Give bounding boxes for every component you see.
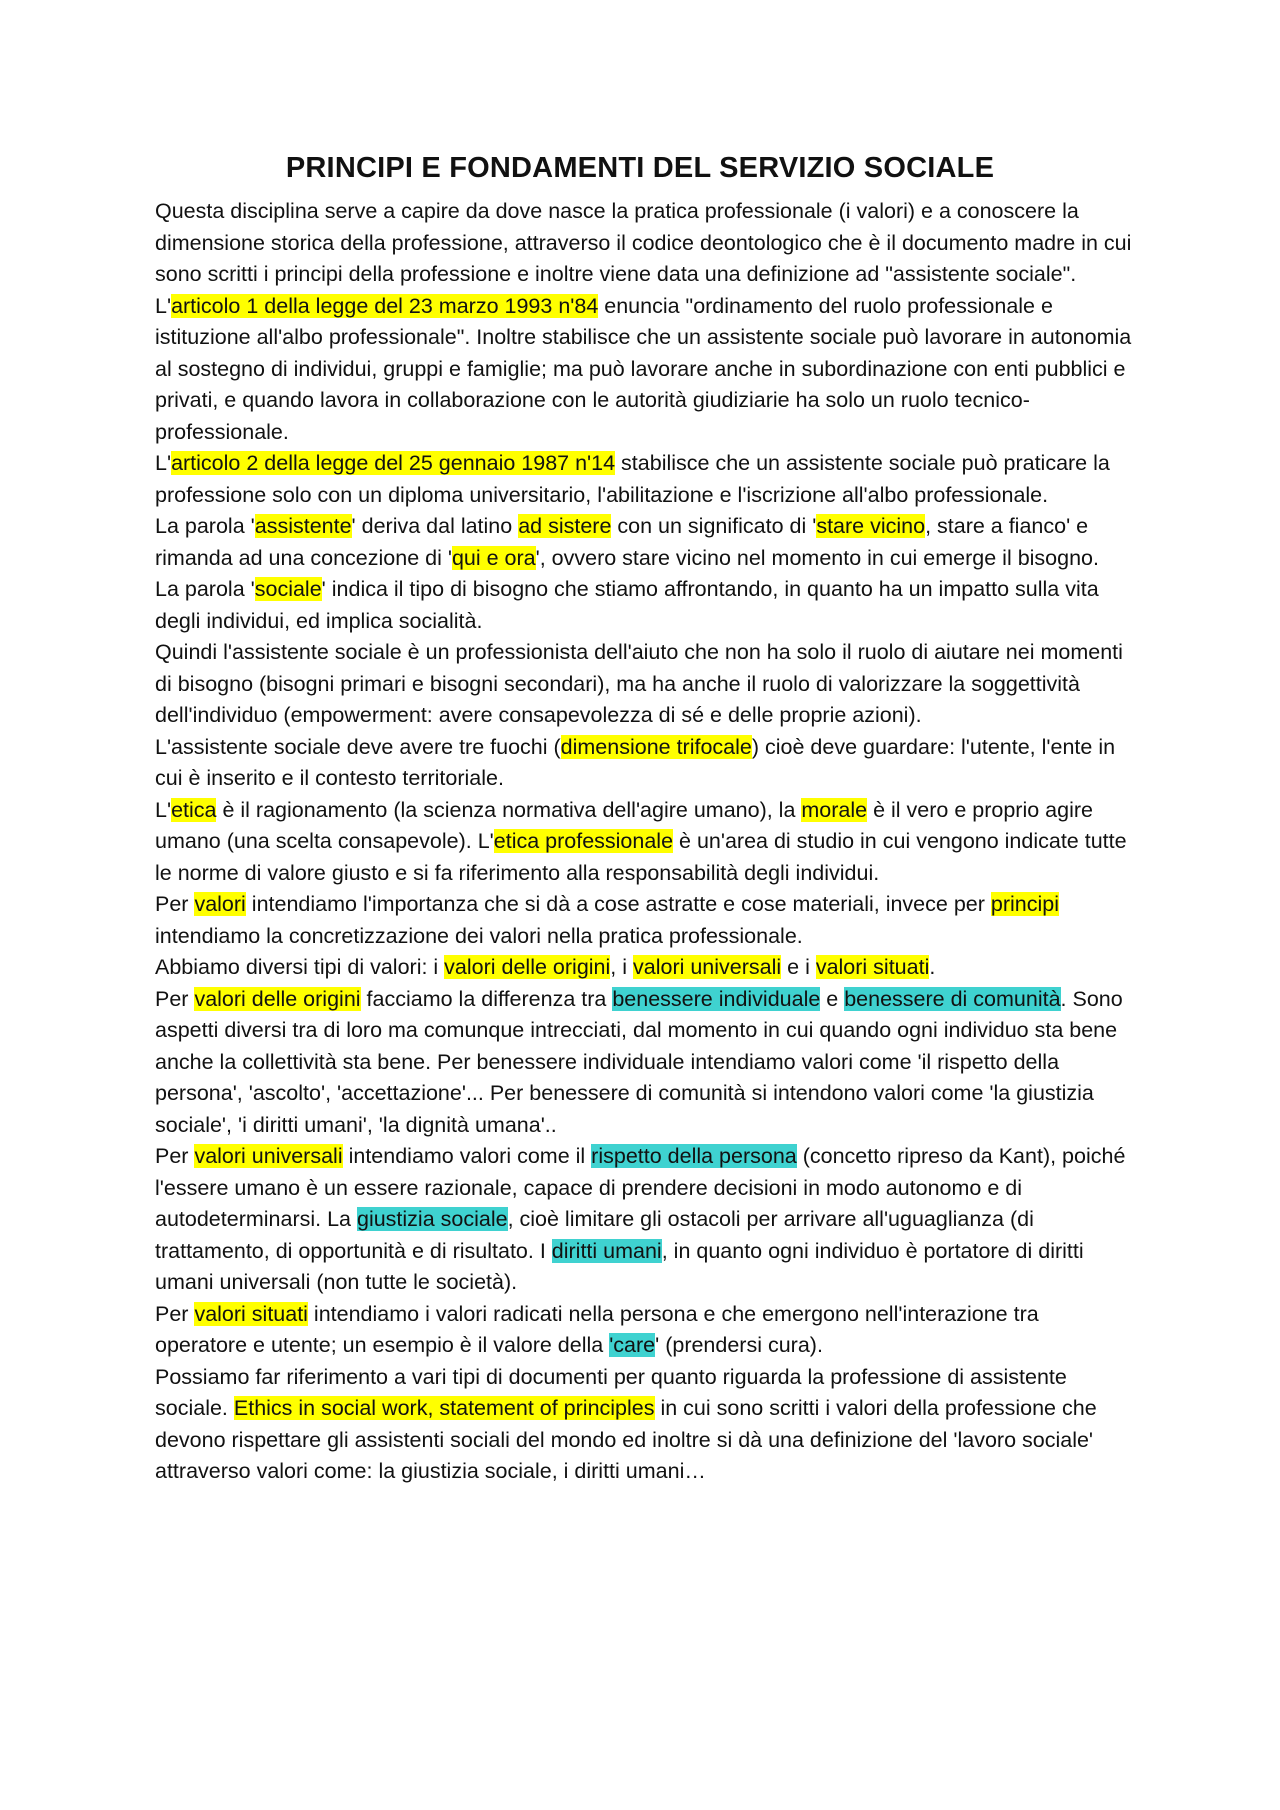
paragraph: [155, 732, 1135, 795]
text-run: è il vero e proprio agire umano (una scelta consapevole). L': [155, 797, 1093, 853]
text-run: . Sono aspetti diversi tra di loro ma comunque intrecciati, dal momento in cui quando ogni individuo sta bene anche la collettività sta bene. Per benessere individuale intendiamo valori come 'il rispetto della persona', 'ascolto', 'accettazione'... Per benessere di comunità si intendono valori come 'la giustizia sociale', 'i diritti umani', 'la dignità umana'..: [155, 986, 1123, 1137]
text-run: , cioè limitare gli ostacoli per arrivare all'uguaglianza (di trattamento, di opportunità e di risultato. I: [155, 1207, 1034, 1263]
text-run: e: [820, 986, 845, 1011]
text-run: è il ragionamento (la scienza normativa dell'agire umano), la: [216, 797, 802, 822]
text-run: L'assistente sociale deve avere tre fuochi (: [155, 734, 561, 759]
paragraph: [155, 795, 1135, 890]
text-run: facciamo la differenza tra: [360, 986, 613, 1011]
text-run: La parola ': [155, 577, 255, 601]
highlight-yellow: valori delle origini: [444, 955, 611, 979]
text-run: è un'area di studio in cui vengono indicate tutte le norme di valore giusto e si fa riferimento alla responsabilità degli individui.: [155, 829, 1127, 885]
text-run: ' deriva dal latino: [351, 514, 519, 538]
paragraph: [155, 984, 1135, 1142]
text-run: L': [155, 451, 172, 475]
highlight-cyan: 'care: [609, 1333, 656, 1357]
highlight-cyan: benessere di comunità: [844, 986, 1061, 1011]
text-run: .: [929, 955, 936, 979]
page-title: PRINCIPI E FONDAMENTI DEL SERVIZIO SOCIALE: [285, 152, 995, 184]
paragraph: [155, 637, 1135, 732]
text-run: intendiamo la concretizzazione dei valori nella pratica professionale.: [155, 923, 803, 948]
highlight-yellow: etica: [171, 797, 217, 822]
highlight-yellow: ad sistere: [518, 514, 612, 538]
highlight-yellow: dimensione trifocale: [560, 734, 752, 759]
highlight-yellow: valori delle origini: [194, 986, 361, 1011]
highlight-cyan: rispetto della persona: [591, 1144, 797, 1168]
highlight-yellow: qui e ora: [451, 545, 536, 570]
highlight-yellow: principi: [990, 892, 1059, 916]
text-run: ' indica il tipo di bisogno che stiamo affrontando, in quanto ha un impatto sulla vita degli individui, ed implica socialità.: [155, 577, 1099, 633]
highlight-yellow: Ethics in social work, statement of principles: [233, 1396, 655, 1420]
paragraph: [155, 574, 1135, 637]
text-run: ' (prendersi cura).: [655, 1333, 823, 1357]
highlight-yellow: valori universali: [194, 1144, 343, 1168]
paragraph: [155, 952, 1135, 984]
highlight-cyan: benessere individuale: [612, 986, 821, 1011]
highlight-yellow: valori situati: [815, 955, 930, 979]
highlight-yellow: stare vicino: [816, 514, 926, 538]
text-run: stabilisce che un assistente sociale può praticare la professione solo con un diploma universitario, l'abilitazione e l'iscrizione all'albo professionale.: [155, 451, 1110, 507]
text-run: in cui sono scritti i valori della professione che devono rispettare gli assistenti sociali del mondo ed inoltre si dà una definizione del 'lavoro sociale' attraverso valori come: la giustizia sociale, i diritti umani…: [155, 1396, 1097, 1483]
highlight-yellow: sociale: [254, 577, 322, 601]
paragraph: [155, 511, 1135, 574]
text-run: ) cioè deve guardare: l'utente, l'ente in cui è inserito e il contesto territoriale.: [155, 734, 1116, 790]
highlight-cyan: giustizia sociale: [356, 1207, 508, 1231]
text-run: con un significato di ': [611, 514, 817, 538]
text-run: L': [155, 797, 172, 822]
text-run: enuncia "ordinamento del ruolo professionale e istituzione all'albo professionale". Inoltre stabilisce che un assistente sociale può lavorare in autonomia al sostegno di individui, gruppi e famiglie; ma può lavorare anche in subordinazione con enti pubblici e privati, e quando lavora in collaborazione con le autorità giudiziarie ha solo un ruolo tecnico-professionale.: [155, 293, 1132, 444]
text-run: , in quanto ogni individuo è portatore di diritti umani universali (non tutte le società).: [155, 1238, 1084, 1294]
highlight-yellow: valori: [194, 892, 246, 916]
text-run: intendiamo l'importanza che si dà a cose astratte e cose materiali, invece per: [245, 892, 991, 916]
text-run: Possiamo far riferimento a vari tipi di documenti per quanto riguarda la professione di assistente sociale.: [155, 1364, 1067, 1420]
text-run: e i: [781, 955, 816, 979]
highlight-yellow: valori universali: [633, 955, 782, 979]
highlight-cyan: diritti umani: [551, 1238, 662, 1263]
text-run: , i: [610, 955, 633, 979]
text-run: Per: [155, 986, 195, 1011]
highlight-yellow: morale: [801, 797, 868, 822]
paragraph: [155, 1141, 1135, 1299]
highlight-yellow: assistente: [254, 514, 352, 538]
text-run: Per: [155, 1144, 195, 1168]
highlight-yellow: articolo 1 della legge del 23 marzo 1993 n'84: [171, 293, 599, 318]
highlight-yellow: articolo 2 della legge del 25 gennaio 1987 n'14: [171, 451, 616, 475]
paragraph: [155, 448, 1135, 511]
highlight-yellow: etica professionale: [493, 829, 674, 853]
text-run: Quindi l'assistente sociale è un professionista dell'aiuto che non ha solo il ruolo di aiutare nei momenti di bisogno (bisogni primari e bisogni secondari), ma ha anche il ruolo di valorizzare la soggettività dell'individuo (empowerment: avere consapevolezza di sé e delle proprie azioni).: [155, 640, 1123, 727]
paragraph: [155, 196, 1135, 448]
text-run: (concetto ripreso da Kant), poiché l'essere umano è un essere razionale, capace di prendere decisioni in modo autonomo e di autodeterminarsi. La: [155, 1144, 1126, 1231]
text-run: Per: [155, 892, 195, 916]
paragraph: [155, 889, 1135, 952]
text-run: ', ovvero stare vicino nel momento in cui emerge il bisogno.: [535, 545, 1099, 570]
document-body: [155, 196, 1135, 1488]
text-run: intendiamo i valori radicati nella persona e che emergono nell'interazione tra operatore e utente; un esempio è il valore della: [155, 1301, 1039, 1357]
text-run: Per: [155, 1301, 195, 1326]
paragraph: [155, 1299, 1135, 1362]
paragraph: [155, 1362, 1135, 1488]
text-run: , stare a fianco' e rimanda ad una concezione di ': [155, 514, 1089, 570]
text-run: intendiamo valori come il: [342, 1144, 592, 1168]
text-run: Abbiamo diversi tipi di valori: i: [155, 955, 445, 979]
text-run: La parola ': [155, 514, 255, 538]
text-run: Questa disciplina serve a capire da dove nasce la pratica professionale (i valori) e a conoscere la dimensione storica della professione, attraverso il codice deontologico che è il documento madre in cui sono scritti i principi della professione e inoltre viene data una definizione ad "assistente sociale". L': [155, 199, 1132, 318]
highlight-yellow: valori situati: [194, 1301, 308, 1326]
